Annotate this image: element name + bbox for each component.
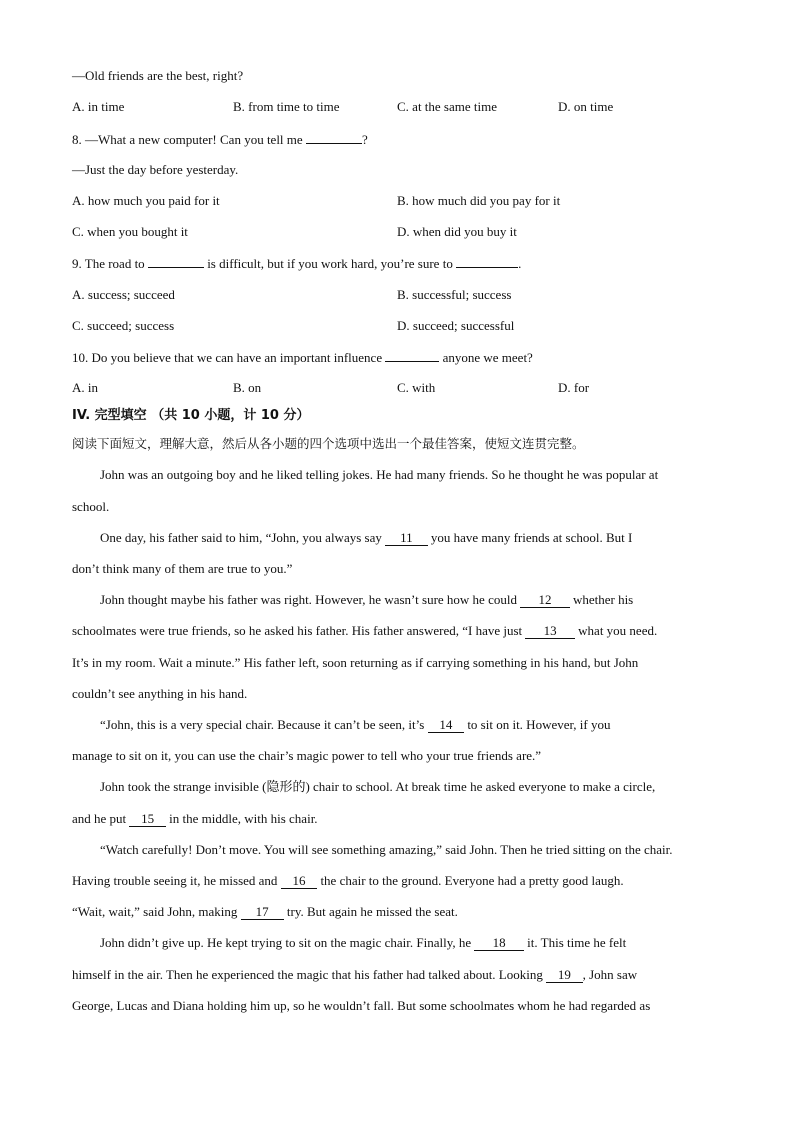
q8-stem-text: 8. —What a new computer! Can you tell me	[72, 132, 306, 147]
blank-15	[129, 811, 166, 827]
answer-blank	[148, 255, 204, 268]
q9-stem-a: 9. The road to	[72, 256, 148, 271]
passage-p6-line3	[72, 904, 722, 920]
passage-text: John thought maybe his father was right. However, he wasn’t sure how he could	[100, 592, 521, 607]
passage-p7-line2	[72, 967, 722, 983]
q8-reply: —Just the day before yesterday.	[72, 162, 239, 177]
passage-text: try. But again he missed the seat.	[283, 904, 458, 919]
answer-blank	[385, 349, 439, 362]
q7-option-b: B. from time to time	[233, 99, 340, 114]
q8-option-b: B. how much did you pay for it	[397, 193, 561, 208]
passage-text: you have many friends at school. But I	[427, 530, 633, 545]
blank-14	[428, 717, 465, 733]
q8-option-c: C. when you bought it	[72, 224, 188, 239]
blank-number: 13	[543, 623, 557, 638]
answer-blank	[306, 131, 362, 144]
blank-18	[474, 935, 524, 951]
passage-p1-line1: John was an outgoing boy and he liked telling jokes. He had many friends. So he thought he was popular at	[100, 467, 659, 482]
passage-p3-line3: It’s in my room. Wait a minute.” His father left, soon returning as if carrying something in his hand, but John	[72, 655, 639, 670]
q9-option-a: A. success; succeed	[72, 287, 175, 302]
passage-text: what you need.	[574, 623, 658, 638]
passage-p1-line2: school.	[72, 499, 110, 514]
blank-13	[525, 623, 575, 639]
passage-text: in the middle, with his chair.	[165, 811, 318, 826]
q10-stem-b: anyone we meet?	[439, 350, 533, 365]
q9-stem-b: is difficult, but if you work hard, you’re sure to	[203, 256, 457, 271]
q9-option-b: B. successful; success	[397, 287, 512, 302]
blank-number: 17	[255, 904, 269, 919]
q10-option-c: C. with	[397, 380, 436, 395]
q8-stem	[72, 131, 368, 148]
q9-option-c: C. succeed; success	[72, 318, 175, 333]
q7-option-c: C. at the same time	[397, 99, 498, 114]
section-title: IV. 完型填空 （共 10 小题，计 10 分）	[72, 408, 310, 423]
blank-12	[520, 592, 570, 608]
q8-stem-end: ?	[361, 132, 368, 147]
q9-stem	[72, 255, 521, 272]
blank-19	[546, 967, 583, 983]
passage-text: One day, his father said to him, “John, you always say	[100, 530, 386, 545]
passage-text: “John, this is a very special chair. Because it can’t be seen, it’s	[100, 717, 428, 732]
passage-p5-line1: John took the strange invisible (隐形的) chair to school. At break time he asked everyone to make a circle,	[100, 779, 656, 794]
q10-stem-a: 10. Do you believe that we can have an important influence	[72, 350, 386, 365]
passage-text: to sit on it. However, if you	[464, 717, 611, 732]
passage-text: John didn’t give up. He kept trying to sit on the magic chair. Finally, he	[100, 935, 475, 950]
blank-number: 11	[400, 530, 413, 545]
passage-text: himself in the air. Then he experienced the magic that his father had talked about. Looking	[72, 967, 547, 982]
q10-option-a: A. in	[72, 380, 98, 395]
blank-number: 16	[292, 873, 306, 888]
blank-11	[385, 530, 428, 546]
q8-option-a: A. how much you paid for it	[72, 193, 220, 208]
passage-text: Having trouble seeing it, he missed and	[72, 873, 281, 888]
passage-p3-line2	[72, 623, 722, 639]
q9-option-d: D. succeed; successful	[397, 318, 515, 333]
passage-p4-line1	[100, 717, 750, 733]
blank-number: 15	[141, 811, 155, 826]
passage-text: the chair to the ground. Everyone had a pretty good laugh.	[317, 873, 624, 888]
blank-17	[241, 904, 284, 920]
passage-text: schoolmates were true friends, so he asked his father. His father answered, “I have just	[72, 623, 526, 638]
passage-p7-line1	[100, 935, 750, 951]
answer-blank	[456, 255, 518, 268]
passage-p3-line4: couldn’t see anything in his hand.	[72, 686, 248, 701]
q7-option-a: A. in time	[72, 99, 125, 114]
blank-number: 12	[538, 592, 552, 607]
passage-p2-line2: don’t think many of them are true to you.”	[72, 561, 293, 576]
passage-text: it. This time he felt	[523, 935, 627, 950]
passage-text: whether his	[569, 592, 634, 607]
passage-p6-line2	[72, 873, 722, 889]
section-instruction: 阅读下面短文，理解大意，然后从各小题的四个选项中选出一个最佳答案，使短文连贯完整。	[72, 436, 585, 451]
passage-text: , John saw	[582, 967, 638, 982]
passage-p4-line2: manage to sit on it, you can use the chair’s magic power to tell who your true friends are.”	[72, 748, 542, 763]
q8-option-d: D. when did you buy it	[397, 224, 517, 239]
blank-number: 14	[439, 717, 453, 732]
q7-dialog-line: —Old friends are the best, right?	[72, 68, 244, 83]
passage-p6-line1: “Watch carefully! Don’t move. You will see something amazing,” said John. Then he tried sitting on the chair.	[100, 842, 673, 857]
q7-option-d: D. on time	[558, 99, 614, 114]
q10-option-d: D. for	[558, 380, 590, 395]
passage-p2-line1	[100, 530, 750, 546]
q10-stem	[72, 349, 533, 366]
passage-text: and he put	[72, 811, 130, 826]
blank-number: 19	[557, 967, 571, 982]
blank-number: 18	[492, 935, 506, 950]
passage-text: “Wait, wait,” said John, making	[72, 904, 241, 919]
blank-16	[281, 873, 318, 889]
passage-p7-line3: George, Lucas and Diana holding him up, so he wouldn’t fall. But some schoolmates whom he had regarded as	[72, 998, 651, 1013]
passage-p5-line2	[72, 811, 722, 827]
q9-stem-c: .	[518, 256, 522, 271]
q10-option-b: B. on	[233, 380, 262, 395]
passage-p3-line1	[100, 592, 750, 608]
